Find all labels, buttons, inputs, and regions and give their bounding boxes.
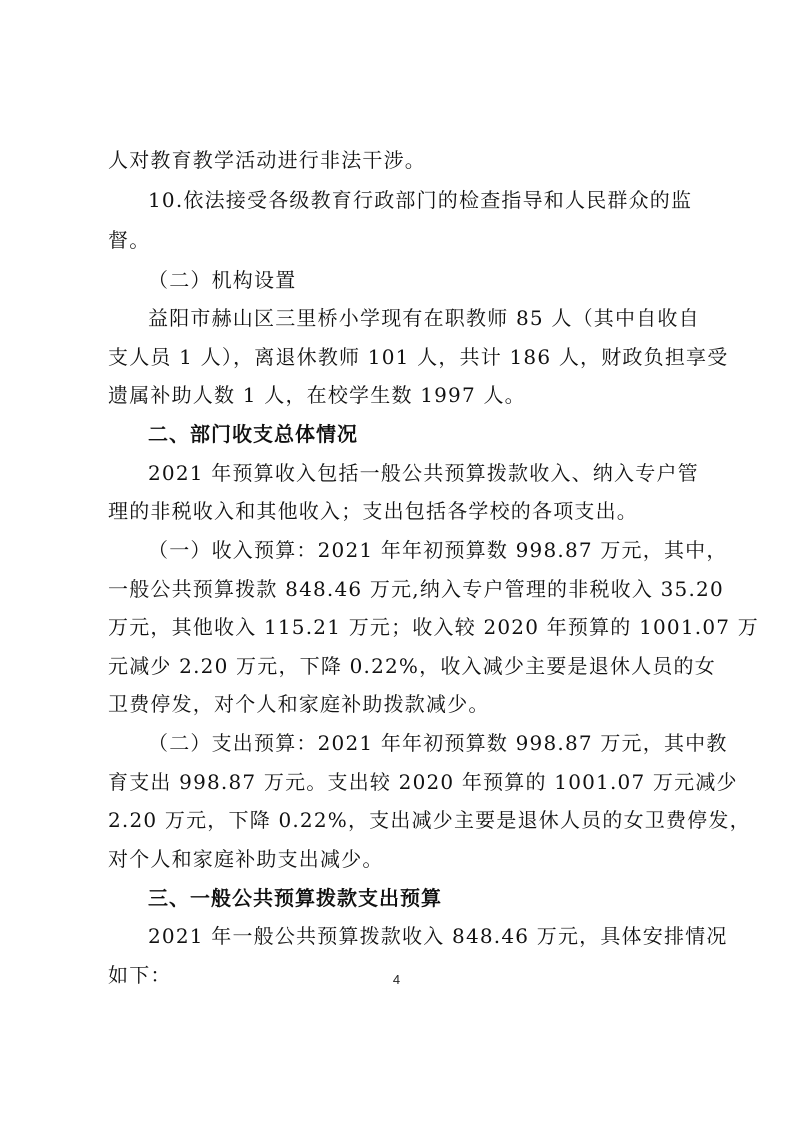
section-heading: 二、部门收支总体情况 xyxy=(148,422,358,446)
body-line: 支人员 1 人），离退休教师 101 人，共计 186 人，财政负担享受 xyxy=(108,345,729,369)
body-line: 2.20 万元，下降 0.22%，支出减少主要是退休人员的女卫费停发， xyxy=(108,808,751,832)
body-line: 卫费停发，对个人和家庭补助拨款减少。 xyxy=(108,692,490,716)
body-line: （二）支出预算：2021 年年初预算数 998.87 万元，其中教 xyxy=(148,731,728,755)
body-line: 理的非税收入和其他收入；支出包括各学校的各项支出。 xyxy=(108,499,638,523)
body-line: （一）收入预算：2021 年年初预算数 998.87 万元，其中， xyxy=(148,538,728,562)
body-line: 如下： xyxy=(108,963,172,987)
body-line: 人对教育教学活动进行非法干涉。 xyxy=(108,148,426,172)
section-subheading: （二）机构设置 xyxy=(148,268,297,292)
body-line: 万元，其他收入 115.21 万元；收入较 2020 年预算的 1001.07 万 xyxy=(108,615,759,639)
body-line: 督。 xyxy=(108,228,151,252)
body-line: 10.依法接受各级教育行政部门的检查指导和人民群众的监 xyxy=(148,188,693,212)
body-line: 2021 年预算收入包括一般公共预算拨款收入、纳入专户管 xyxy=(148,461,699,485)
body-line: 对个人和家庭补助支出减少。 xyxy=(108,847,384,871)
body-line: 育支出 998.87 万元。支出较 2020 年预算的 1001.07 万元减少 xyxy=(108,770,738,794)
body-line: 益阳市赫山区三里桥小学现有在职教师 85 人（其中自收自 xyxy=(148,306,700,330)
body-line: 一般公共预算拨款 848.46 万元,纳入专户管理的非税收入 35.20 xyxy=(108,577,724,601)
body-line: 元减少 2.20 万元，下降 0.22%，收入减少主要是退休人员的女 xyxy=(108,654,716,678)
body-line: 2021 年一般公共预算拨款收入 848.46 万元，具体安排情况 xyxy=(148,924,728,948)
body-line: 遗属补助人数 1 人，在校学生数 1997 人。 xyxy=(108,383,526,407)
section-heading: 三、一般公共预算拨款支出预算 xyxy=(148,886,442,910)
page-number: 4 xyxy=(392,972,401,987)
